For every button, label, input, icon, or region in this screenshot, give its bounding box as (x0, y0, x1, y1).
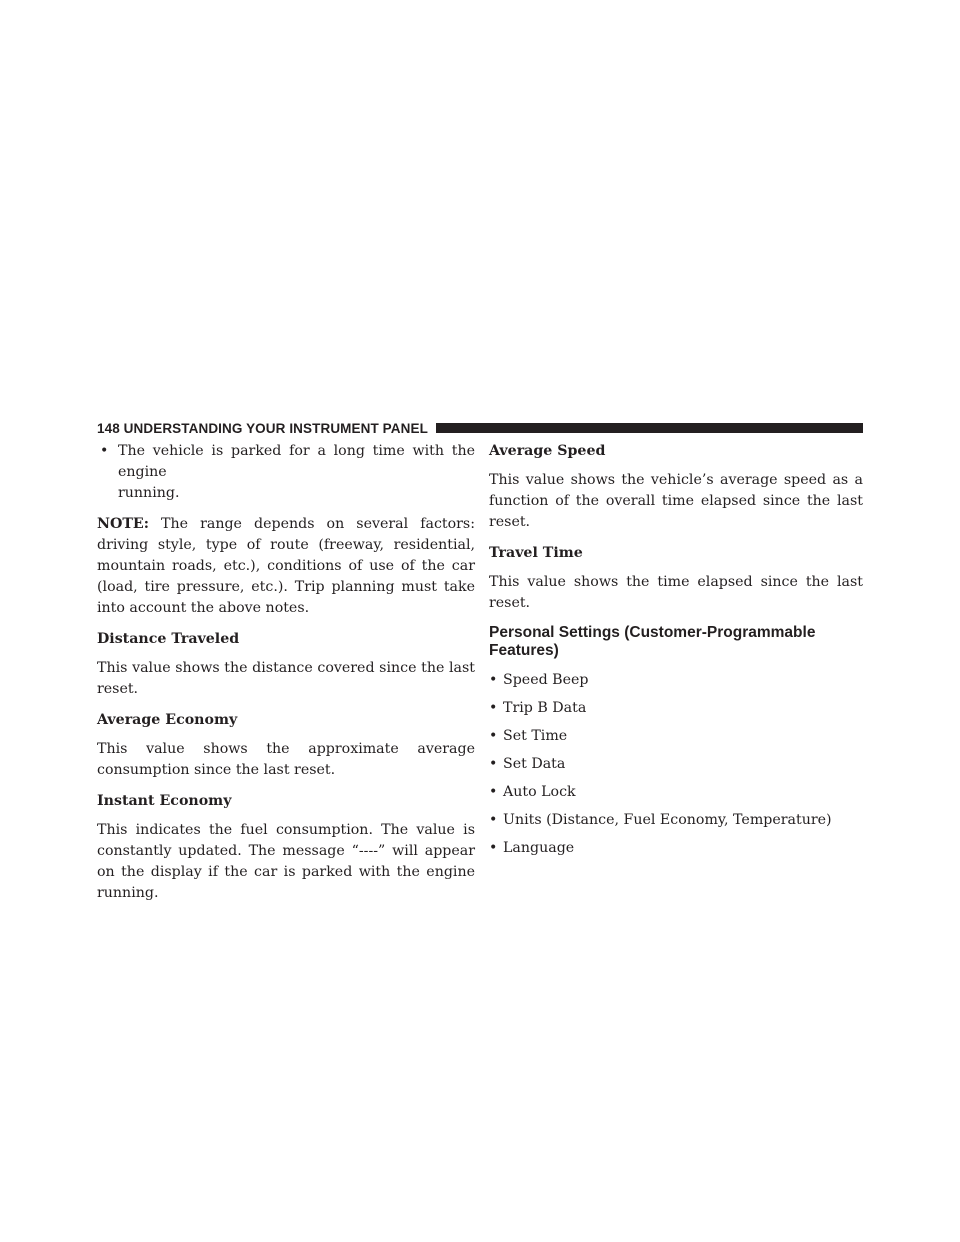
instant-economy-text: This indicates the fuel consumption. The value is constantly updated. The message “----” will appear on the display if the car is parked with the engine running. (97, 822, 475, 901)
travel-time-text: This value shows the time elapsed since the last reset. (489, 574, 863, 611)
average-speed-text: This value shows the vehicle’s average speed as a function of the overall time elapsed since the last reset. (489, 472, 863, 530)
bullet-icon: • (489, 840, 498, 856)
page-number-and-section-title: 148 UNDERSTANDING YOUR INSTRUMENT PANEL (97, 420, 428, 436)
note-label: NOTE: (97, 516, 149, 532)
distance-traveled-text: This value shows the distance covered since the last reset. (97, 660, 475, 697)
list-item (489, 838, 863, 859)
travel-time-heading: Travel Time (489, 545, 583, 561)
list-item-label: Set Data (503, 756, 566, 772)
right-column (489, 441, 863, 866)
list-item-label: Auto Lock (503, 784, 576, 800)
list-item (489, 782, 863, 803)
bullet-line-1: The vehicle is parked for a long time with the engine (118, 443, 475, 480)
list-item (489, 754, 863, 775)
personal-settings-list (489, 670, 863, 859)
header-rule (436, 423, 863, 433)
note-text: The range depends on several factors: driving style, type of route (freeway, residential, mountain roads, etc.), conditions of use of the car (load, tire pressure, etc.). Trip planning must take into account the above notes. (97, 516, 475, 616)
list-item-label: Language (503, 840, 575, 856)
instant-economy-heading: Instant Economy (97, 793, 232, 809)
list-item (489, 670, 863, 691)
left-column (97, 441, 475, 904)
note-paragraph (97, 514, 475, 619)
bullet-icon: • (489, 728, 498, 744)
personal-settings-heading: Personal Settings (Customer-Programmable Features) (489, 624, 816, 659)
list-item-label: Units (Distance, Fuel Economy, Temperature) (503, 812, 832, 828)
list-item-label: Speed Beep (503, 672, 589, 688)
bullet-parked-vehicle (97, 441, 475, 504)
average-economy-text: This value shows the approximate average consumption since the last reset. (97, 741, 475, 778)
bullet-line-2: running. (118, 485, 180, 501)
bullet-icon: • (489, 700, 498, 716)
bullet-icon: • (100, 443, 109, 459)
list-item-label: Trip B Data (503, 700, 587, 716)
bullet-icon: • (489, 756, 498, 772)
average-speed-heading: Average Speed (489, 443, 606, 459)
list-item (489, 726, 863, 747)
list-item-label: Set Time (503, 728, 568, 744)
list-item (489, 810, 863, 831)
bullet-icon: • (489, 784, 498, 800)
page-header (97, 419, 863, 437)
distance-traveled-heading: Distance Traveled (97, 631, 240, 647)
bullet-icon: • (489, 812, 498, 828)
bullet-icon: • (489, 672, 498, 688)
list-item (489, 698, 863, 719)
average-economy-heading: Average Economy (97, 712, 238, 728)
